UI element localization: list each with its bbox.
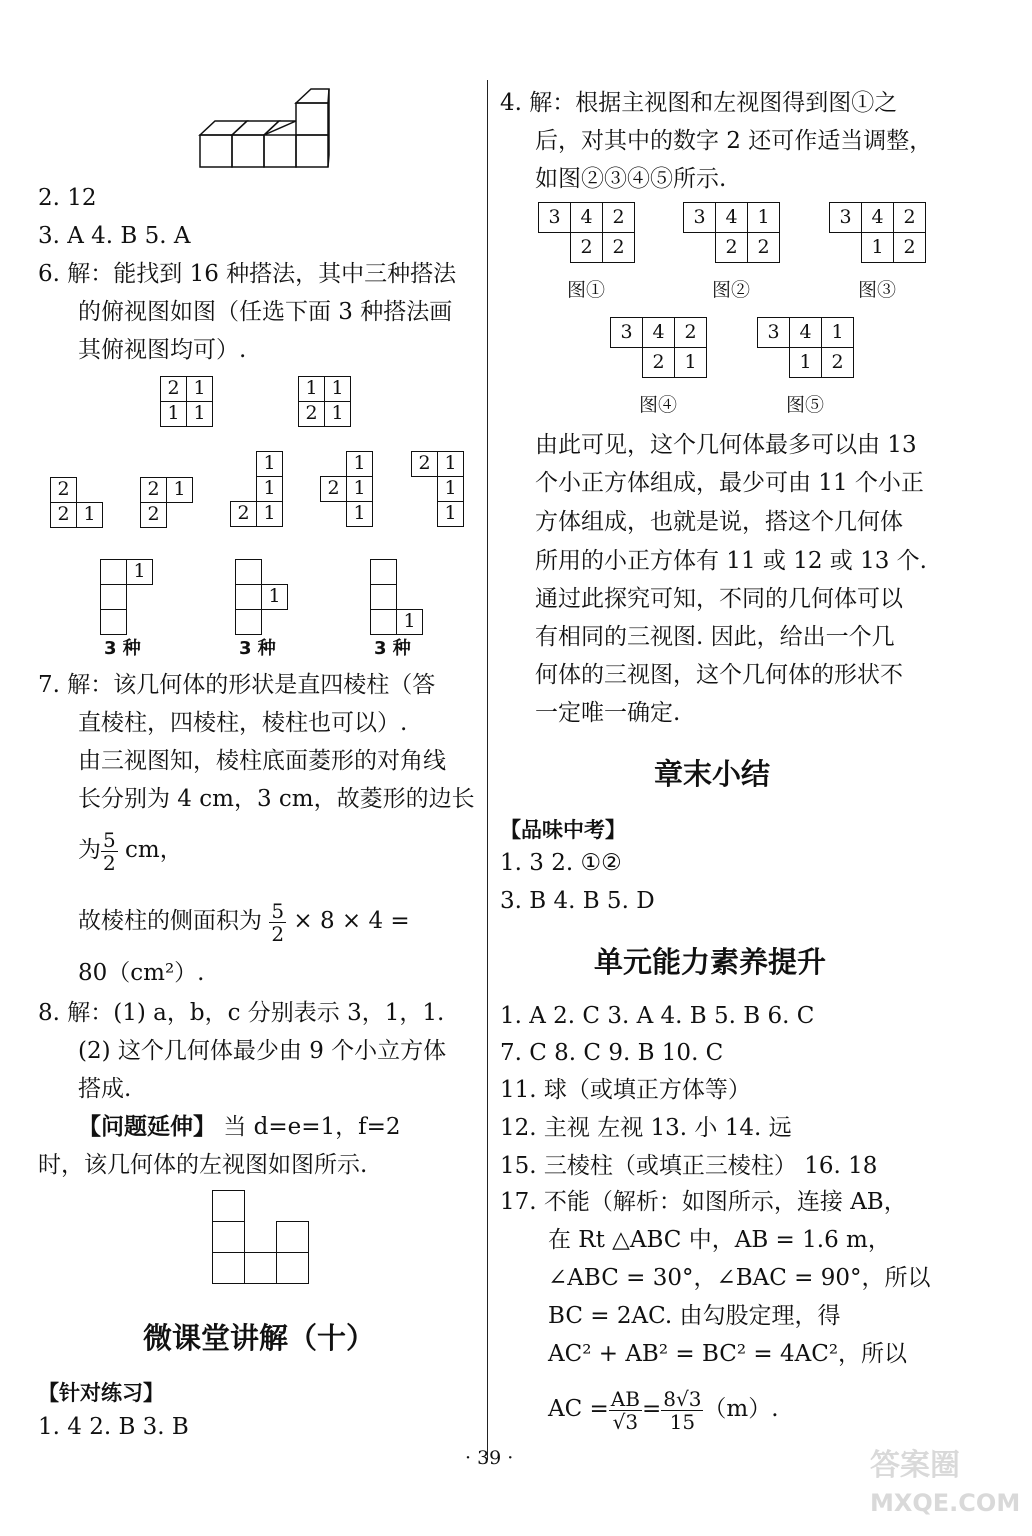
page-number: · 39 · [465,1447,514,1469]
q7-line1: 7. 解：该几何体的形状是直四棱柱（答 [38,672,436,698]
heading-chapter-summary: 章末小结 [654,757,771,791]
exam-answers-1: 1. 3 2. ①② [500,850,622,876]
conclusion-line: 何体的三视图，这个几何体的形状不 [535,662,903,688]
fraction-5-2-b: $\frac{5}{2}$ [271,898,285,946]
q8-line2: (2) 这个几何体最少由 9 个小立方体 [78,1038,447,1064]
conclusion-line: 所用的小正方体有 11 或 12 或 13 个. [535,548,927,574]
q6-line1: 6. 解：能找到 16 种搭法，其中三种搭法 [38,261,457,287]
fraction-ab-sqrt3: $\frac{AB}{√3}$ [610,1386,640,1434]
unit-answer-line: 15. 三棱柱（或填正三棱柱） 16. 18 [500,1153,878,1179]
conclusion-line: 个小正方体组成，最少可由 11 个小正 [535,470,924,496]
kinds-label-2: 3 种 [239,638,276,659]
q4-line1: 4. 解：根据主视图和左视图得到图①之 [500,90,898,116]
unit-answer-line: 11. 球（或填正方体等） [500,1077,751,1103]
extension-label: 【问题延伸】 [78,1114,216,1140]
q7-line2: 直棱柱，四棱柱，棱柱也可以）. [78,710,408,736]
unit-answer-line: 1. A 2. C 3. A 4. B 5. B 6. C [500,1003,815,1029]
answer-3-5: 3. A 4. B 5. A [38,223,191,249]
fraction-5-2: $\frac{5}{2}$ [103,827,116,875]
figure-1-caption: 图① [567,279,606,301]
q17-line: 在 Rt △ABC 中，AB = 1.6 m， [548,1227,891,1253]
figure-5-caption: 图⑤ [786,394,825,416]
q17-line: ∠ABC = 30°，∠BAC = 90°，所以 [548,1265,931,1291]
conclusion-line: 一定唯一确定. [535,700,681,726]
conclusion-line: 通过此探究可知，不同的几何体可以 [535,586,903,612]
q7-line6: 故棱柱的侧面积为 $\frac{5}{2}$ × 8 × 4 = [78,898,410,946]
heading-micro-lecture: 微课堂讲解（十） [143,1321,376,1355]
q4-line2: 后，对其中的数字 2 还可作适当调整， [535,128,933,154]
q17-line: 17. 不能（解析：如图所示，连接 AB， [500,1189,907,1215]
q8-line3: 搭成. [78,1076,132,1102]
q7-line7: 80（cm²）. [78,960,205,986]
column-divider [487,80,488,1460]
conclusion-line: 方体组成，也就是说，搭这个几何体 [535,509,903,535]
q7-line3: 由三视图知，棱柱底面菱形的对角线 [78,748,446,774]
extension-line1: 【问题延伸】 当 d=e=1，f=2 [78,1114,401,1140]
practice-answers: 1. 4 2. B 3. B [38,1414,189,1440]
answer-2: 2. 12 [38,185,97,211]
q17-line: AC² + AB² = BC² = 4AC²，所以 [548,1341,908,1367]
q7-line4: 长分别为 4 cm，3 cm，故菱形的边长 [78,786,475,812]
unit-answer-line: 7. C 8. C 9. B 10. C [500,1040,724,1066]
fraction-8sqrt3-15: $\frac{8√3}{15}$ [663,1386,702,1434]
unit-answer-line: 12. 主视 左视 13. 小 14. 远 [500,1115,792,1141]
kinds-label-3: 3 种 [374,638,411,659]
q8-line1: 8. 解：(1) a，b，c 分别表示 3，1，1. [38,1000,445,1026]
watermark-logo: 答案圈 MXQE.COM [870,1448,1021,1517]
figure-4-caption: 图④ [639,394,678,416]
q6-line3: 其俯视图均可）. [78,337,247,363]
q6-line2: 的俯视图如图（任选下面 3 种搭法画 [78,299,453,325]
section-exam: 【品味中考】 [500,818,626,842]
section-practice: 【针对练习】 [38,1381,164,1405]
cube-stack-figure [195,85,330,175]
conclusion-line: 由此可见，这个几何体最多可以由 13 [535,432,917,458]
q7-line5: 为 $\frac{5}{2}$ cm， [78,827,183,875]
q17-line: BC = 2AC. 由勾股定理，得 [548,1303,841,1329]
heading-unit-ability: 单元能力素养提升 [594,945,827,979]
conclusion-line: 有相同的三视图. 因此，给出一个几 [535,624,895,650]
exam-answers-2: 3. B 4. B 5. D [500,888,655,914]
extension-line2: 时，该几何体的左视图如图所示. [38,1152,368,1178]
kinds-label-1: 3 种 [104,638,141,659]
q4-line3: 如图②③④⑤所示. [535,166,727,192]
figure-3-caption: 图③ [858,279,897,301]
figure-2-caption: 图② [712,279,751,301]
q17-last-line: AC = $\frac{AB}{√3}$ = $\frac{8√3}{15}$ （m）. [548,1386,779,1434]
